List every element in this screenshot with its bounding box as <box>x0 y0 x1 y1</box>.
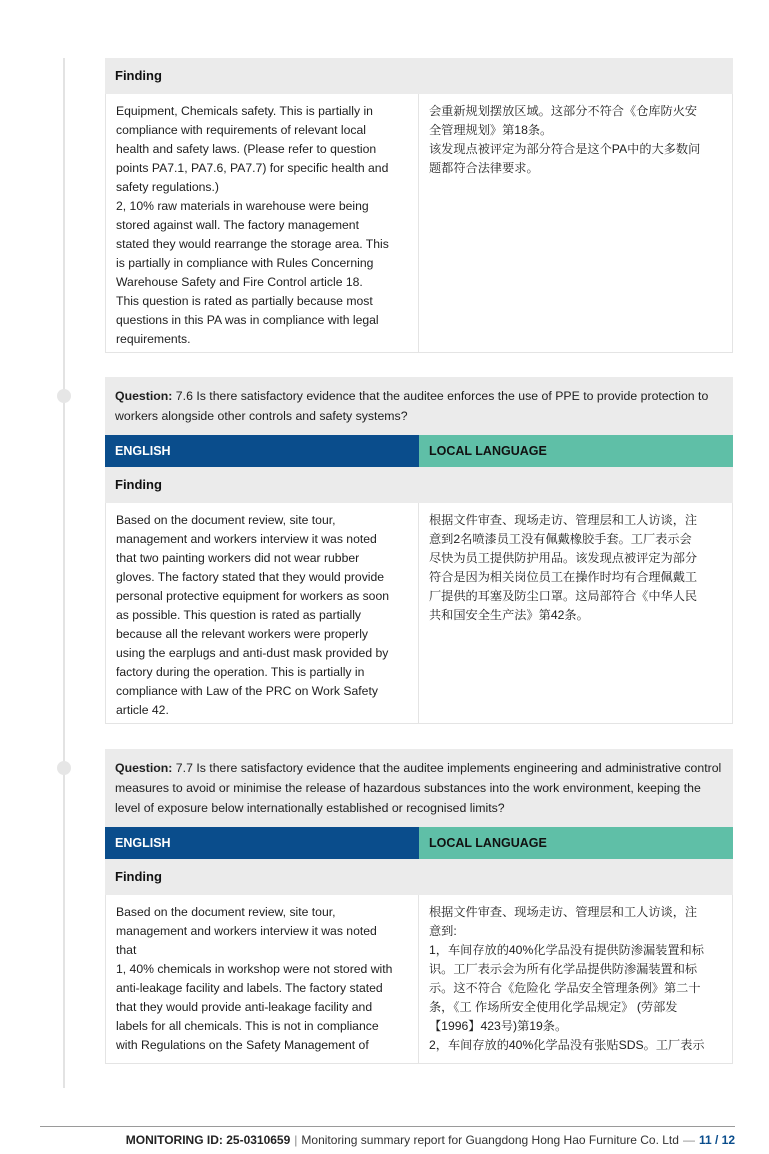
local-language-column-header: LOCAL LANGUAGE <box>419 827 733 859</box>
finding-local-text: 根据文件审查、现场走访、管理层和工人访谈，注 意到2名喷漆员工没有佩戴橡胶手套。工厂表示会 尽快为员工提供防护用品。该发现点被评定为部分 符合是因为相关岗位员工在操作时均有合理佩戴工 厂提供的耳塞及防尘口罩。这局部符合《中华人民 共和国安全生产法》第42条。 <box>429 513 698 622</box>
page-number: 11 / 12 <box>698 1133 735 1147</box>
finding-english <box>106 503 419 723</box>
finding-body <box>105 895 733 1064</box>
question-box <box>105 377 733 435</box>
finding-english-text: Equipment, Chemicals safety. This is partially in compliance with requirements of relevant local health and safety laws. (Please refer to question points PA7.1, PA7.6, PA7.7) for specific health and safety regulations.) 2, 10% raw materials in warehouse were being stored against wall. The factory management stated they would rearrange the storage area. This is partially in compliance with Rules Concerning Warehouse Safety and Fire Control article 18. This question is rated as partially because most questions in this PA was in compliance with legal requirements. <box>116 104 389 346</box>
footer-divider: | <box>294 1133 298 1147</box>
finding-header: Finding <box>105 467 733 503</box>
monitoring-id: MONITORING ID: 25-0310659 <box>125 1133 291 1147</box>
local-language-column-header: LOCAL LANGUAGE <box>419 435 733 467</box>
footer-dash: — <box>682 1133 695 1147</box>
timeline-dot <box>57 761 71 775</box>
finding-english-text: Based on the document review, site tour, management and workers interview it was noted that 1, 40% chemicals in workshop were not stored with anti-leakage facility and labels. The factory stated that they would provide anti-leakage facility and labels for all chemicals. This is not in compliance with Regulations on the Safety Management of <box>116 905 393 1052</box>
question-block-7-7 <box>105 749 733 1064</box>
finding-header: Finding <box>105 58 733 94</box>
question-text: 7.6 Is there satisfactory evidence that the auditee enforces the use of PPE to provide protection to workers alongside other controls and safety systems? <box>115 389 709 423</box>
question-box <box>105 749 733 827</box>
finding-local <box>419 94 732 352</box>
question-text: 7.7 Is there satisfactory evidence that the auditee implements engineering and administrative control measures to avoid or minimise the release of hazardous substances into the work environment, keeping the level of exposure below internationally established or recognised limits? <box>115 761 722 815</box>
footer-rule <box>40 1126 735 1127</box>
finding-local-text: 根据文件审查、现场走访、管理层和工人访谈，注 意到: 1，车间存放的40%化学品没有提供防渗漏装置和标 识。工厂表示会为所有化学品提供防渗漏装置和标 示。这不符合《危险化 学品安全管理条例》第二十 条，《工 作场所安全使用化学品规定》 (劳部发 【1996】423号)第19条。 2，车间存放的40%化学品没有张贴SDS。工厂表示 <box>429 905 705 1052</box>
page-footer <box>40 1133 735 1147</box>
timeline-line <box>63 58 65 1088</box>
timeline-dot <box>57 389 71 403</box>
question-label: Question: <box>115 389 173 403</box>
finding-body <box>105 503 733 724</box>
finding-block-7-5 <box>105 58 733 353</box>
finding-local <box>419 895 732 1063</box>
language-header-row <box>105 435 733 467</box>
finding-body <box>105 94 733 353</box>
finding-english-text: Based on the document review, site tour, management and workers interview it was noted that two painting workers did not wear rubber gloves. The factory stated that they would provide personal protective equipment for workers as soon as possible. This question is rated as partially because all the relevant workers were properly using the earplugs and anti-dust mask provided by factory during the operation. This is partially in compliance with Law of the PRC on Work Safety article 42. <box>116 513 390 717</box>
english-column-header: ENGLISH <box>105 827 419 859</box>
language-header-row <box>105 827 733 859</box>
finding-local <box>419 503 732 723</box>
report-title: Monitoring summary report for Guangdong Hong Hao Furniture Co. Ltd <box>301 1133 679 1147</box>
english-column-header: ENGLISH <box>105 435 419 467</box>
finding-header: Finding <box>105 859 733 895</box>
finding-english <box>106 94 419 352</box>
finding-english <box>106 895 419 1063</box>
question-block-7-6 <box>105 377 733 724</box>
question-label: Question: <box>115 761 173 775</box>
finding-local-text: 会重新规划摆放区域。这部分不符合《仓库防火安 全管理规划》第18条。 该发现点被评定为部分符合是这个PA中的大多数问 题都符合法律要求。 <box>429 104 701 175</box>
